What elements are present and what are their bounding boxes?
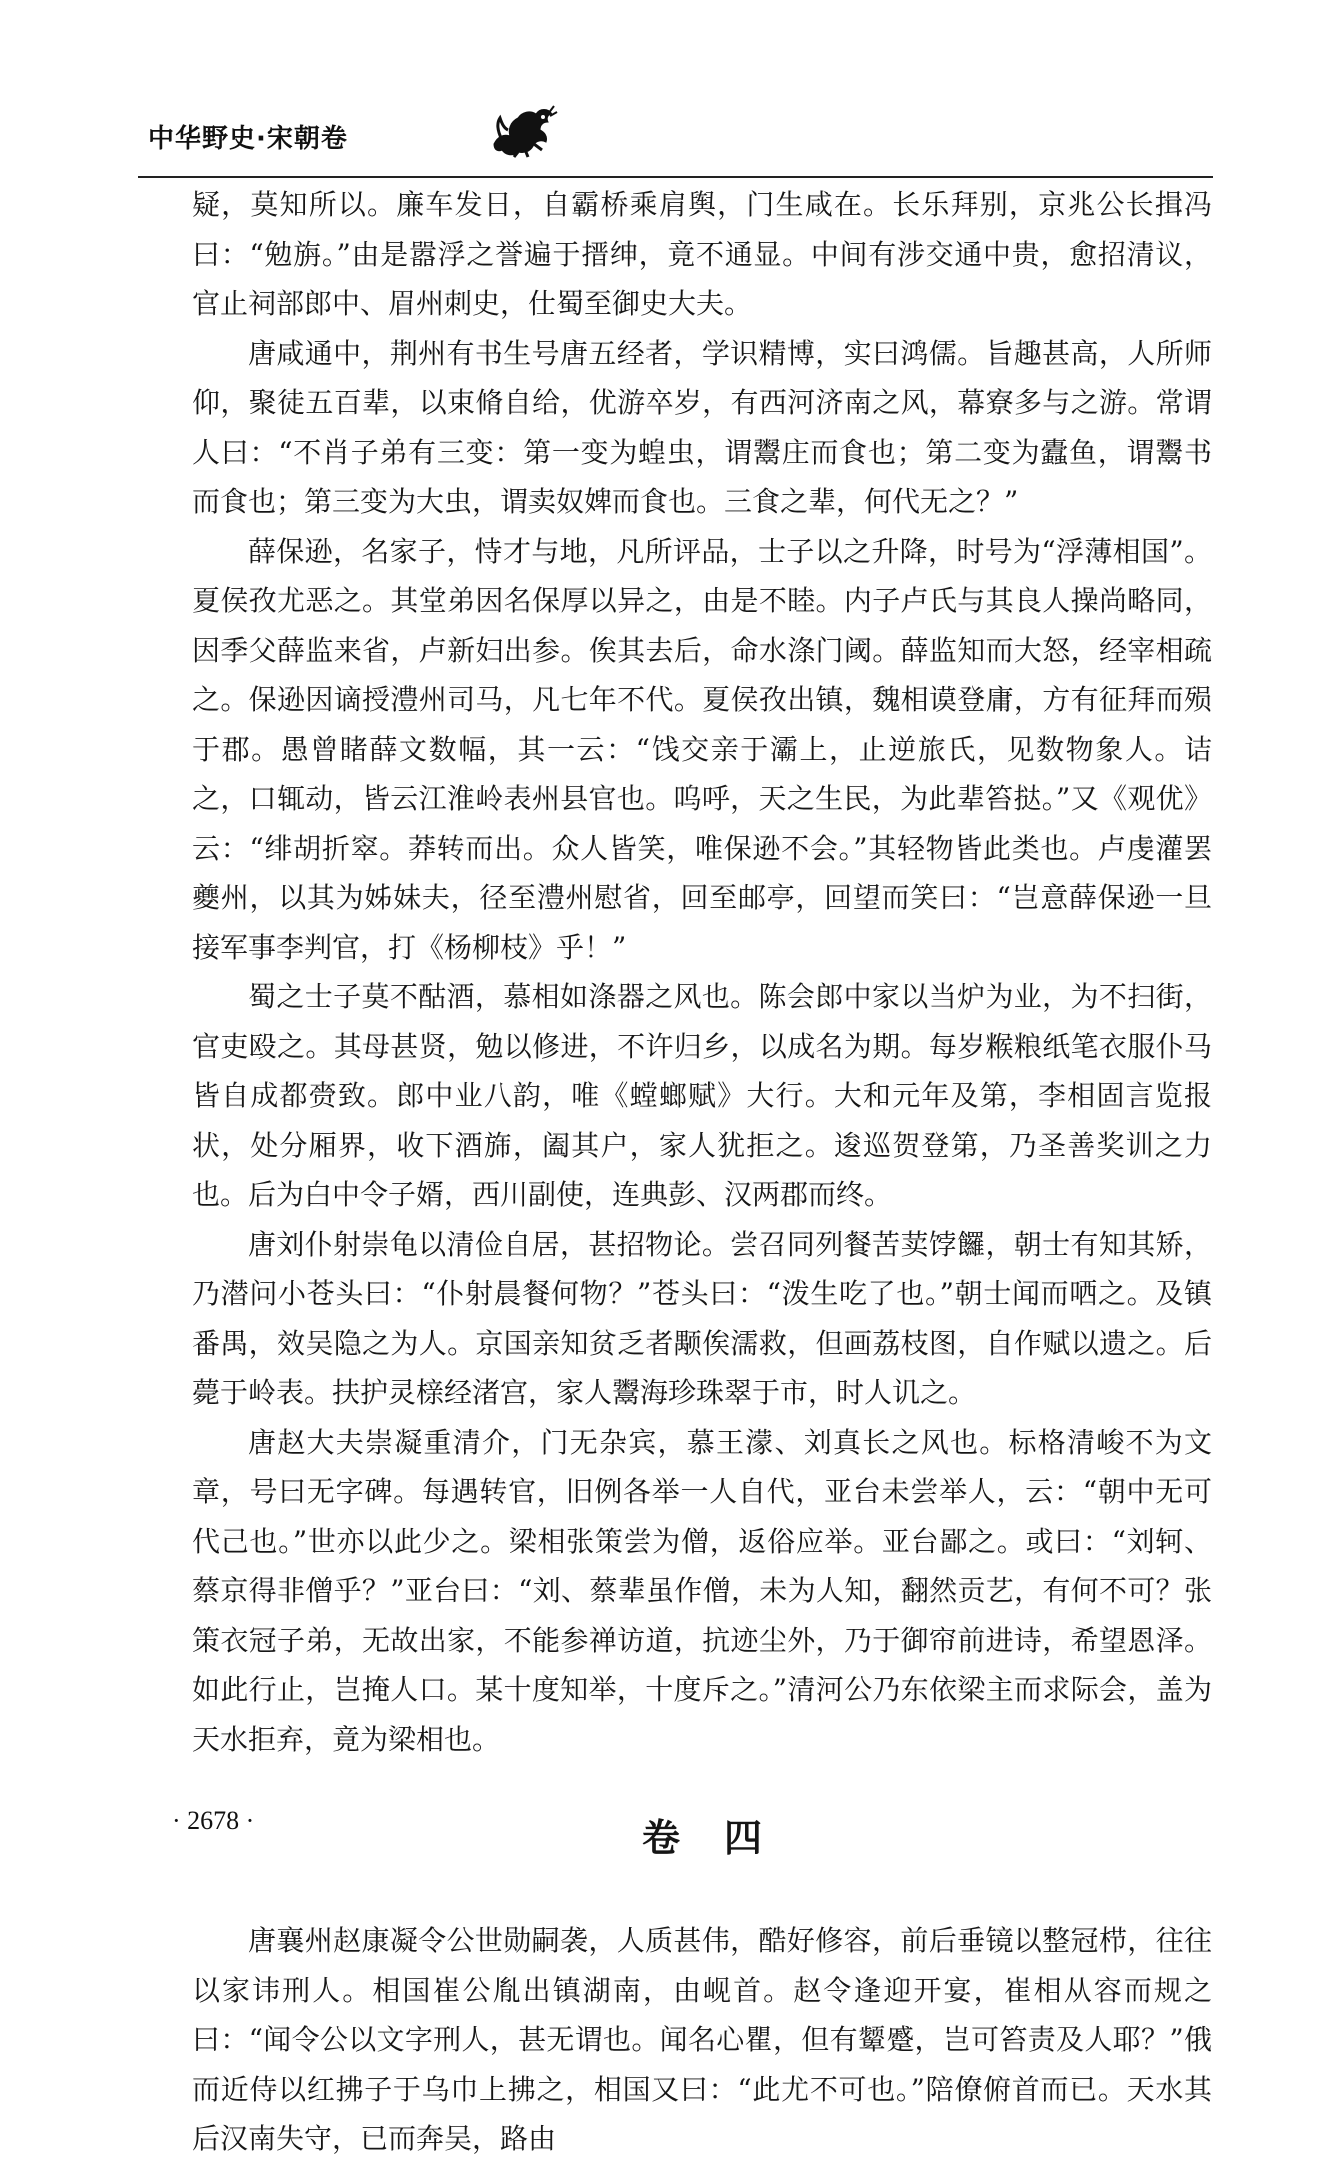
- paragraph: 疑，莫知所以。廉车发日，自霸桥乘肩舆，门生咸在。长乐拜别，京兆公长揖冯曰：“勉旃。”由是嚣浮之誉遍于搢绅，竟不通显。中间有涉交通中贵，愈招清议，官止祠部郎中、眉州刺史，仕蜀至御史大夫。: [192, 188, 1212, 320]
- paragraph: 薛保逊，名家子，恃才与地，凡所评品，士子以之升降，时号为“浮薄相国”。夏侯孜尤恶之。其堂弟因名保厚以异之，由是不睦。内子卢氏与其良人操尚略同，因季父薛监来省，卢新妇出参。俟其去后，命水涤门阈。薛监知而大怒，经宰相疏之。保逊因谪授澧州司马，凡七年不代。夏侯孜出镇，魏相谟登庸，方有征拜而殒于郡。愚曾睹薛文数幅，其一云：“饯交亲于灞上，止逆旅氏，见数物象人。诘之，口辄动，皆云江淮岭表州县官也。呜呼，天之生民，为此辈笞挞。”又《观优》云：“绯胡折窣。莽转而出。众人皆笑，唯保逊不会。”其轻物皆此类也。卢虔灌罢夔州，以其为姊妹夫，径至澧州慰省，回至邮亭，回望而笑曰：“岂意薛保逊一旦接军事李判官，打《杨柳枝》乎！”: [192, 534, 1212, 964]
- paragraph: 唐刘仆射崇龟以清俭自居，甚招物论。尝召同列餐苦荬饽饠，朝士有知其矫，乃潜问小苍头曰：“仆射晨餐何物？”苍头曰：“泼生吃了也。”朝士闻而哂之。及镇番禺，效吴隐之为人。京国亲知贫乏者颙俟濡救，但画荔枝图，自作赋以遗之。后薨于岭表。扶护灵榇经渚宫，家人鬻海珍珠翠于市，时人讥之。: [192, 1227, 1212, 1409]
- dragon-emblem-icon: [488, 100, 558, 158]
- paragraph: 蜀之士子莫不酤酒，慕相如涤器之风也。陈会郎中家以当炉为业，为不扫街，官吏殴之。其母甚贤，勉以修进，不许归乡，以成名为期。每岁糇粮纸笔衣服仆马皆自成都赍致。郎中业八韵，唯《螳螂赋》大行。大和元年及第，李相固言览报状，处分厢界，收下酒旆，阖其户，家人犹拒之。逡巡贺登第，乃圣善奖训之力也。后为白中令子婿，西川副使，连典彭、汉两郡而终。: [192, 980, 1212, 1211]
- running-header-title: 中华野史·宋朝卷: [148, 124, 348, 154]
- header-divider: [138, 176, 1213, 178]
- text-body: [192, 180, 1212, 2164]
- paragraph: 唐襄州赵康凝令公世勋嗣袭，人质甚伟，酷好修容，前后垂镜以整冠栉，往往以家讳刑人。相国崔公胤出镇湖南，由岘首。赵令逢迎开宴，崔相从容而规之曰：“闻令公以文字刑人，甚无谓也。闻名心瞿，但有颦蹙，岂可笞责及人耶？”俄而近侍以红拂子于乌巾上拂之，相国又曰：“此尤不可也。”陪僚俯首而已。天水其后汉南失守，已而奔吴，路由: [192, 1924, 1212, 2155]
- chapter-heading: 卷四: [641, 1816, 806, 1860]
- page-number: · 2678 ·: [172, 1806, 255, 1835]
- paragraph: 唐赵大夫崇凝重清介，门无杂宾，慕王濛、刘真长之风也。标格清峻不为文章，号曰无字碑。每遇转官，旧例各举一人自代，亚台未尝举人，云：“朝中无可代己也。”世亦以此少之。梁相张策尝为僧，返俗应举。亚台鄙之。或曰：“刘轲、蔡京得非僧乎？”亚台曰：“刘、蔡辈虽作僧，未为人知，翻然贡艺，有何不可？张策衣冠子弟，无故出家，不能参禅访道，抗迹尘外，乃于御帘前进诗，希望恩泽。如此行止，岂掩人口。某十度知举，十度斥之。”清河公乃东依梁主而求际会，盖为天水拒弃，竟为梁相也。: [192, 1425, 1212, 1756]
- paragraph: 唐咸通中，荆州有书生号唐五经者，学识精博，实曰鸿儒。旨趣甚高，人所师仰，聚徒五百辈，以束脩自给，优游卒岁，有西河济南之风，幕寮多与之游。常谓人曰：“不肖子弟有三变：第一变为蝗虫，谓鬻庄而食也；第二变为蠹鱼，谓鬻书而食也；第三变为大虫，谓卖奴婢而食也。三食之辈，何代无之？”: [192, 336, 1212, 518]
